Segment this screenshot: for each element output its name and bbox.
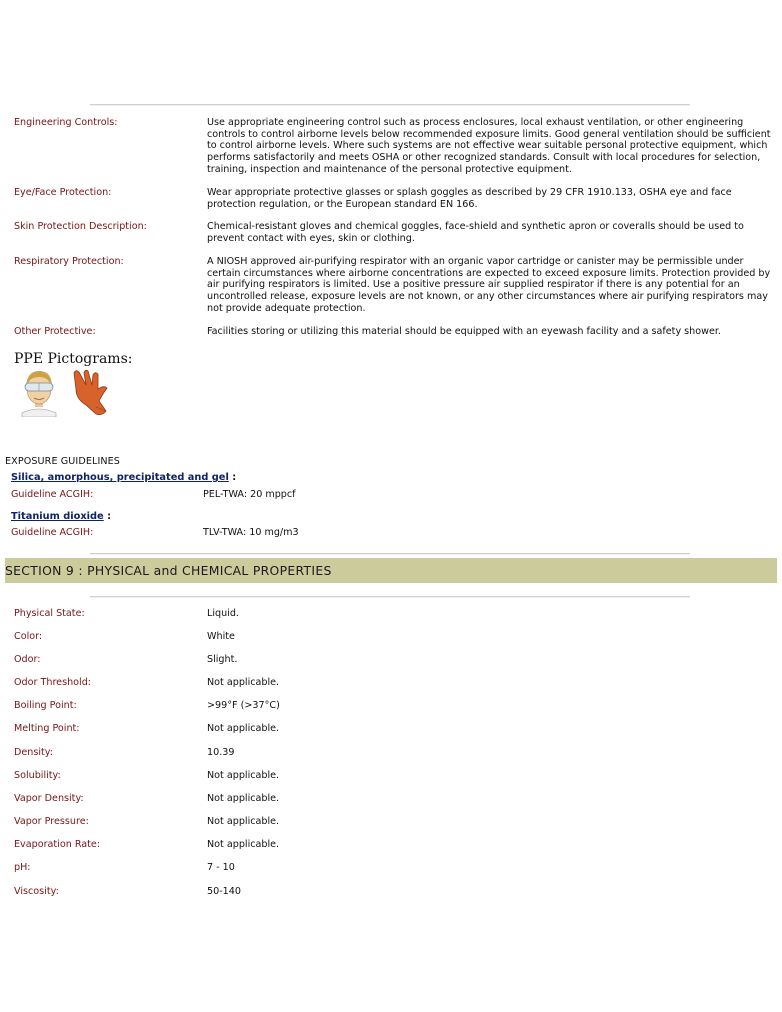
guideline-label: Guideline ACGIH: [11,527,94,538]
control-value: Use appropriate engineering control such as process enclosures, local exhaust ventilation, or other engineering controls to control airborne levels below recommended exposure limits. Good general ventilation should be sufficient to control airborne levels. Where such systems are not effective wear suitable personal protective equipment, which performs satisfactorily and meets OSHA or other recognized standards. Consult with local procedures for selection, training, inspection and maintenance of the personal protective equipment. [207,117,771,175]
substance-colon: : [107,511,112,522]
property-value: Liquid. [207,608,239,619]
exposure-guidelines-heading: EXPOSURE GUIDELINES [5,456,120,467]
property-value: Slight. [207,654,238,665]
property-value: Not applicable. [207,816,280,827]
substance-colon: : [232,472,237,483]
control-label: Skin Protection Description: [14,221,147,232]
property-value: White [207,631,235,642]
property-value: Not applicable. [207,723,280,734]
property-value: 10.39 [207,747,235,758]
property-label: Evaporation Rate: [14,839,101,850]
property-value: Not applicable. [207,839,280,850]
property-value: >99°F (>37°C) [207,700,280,711]
divider-top [90,104,690,106]
substance-heading-silica[interactable] [11,472,236,483]
property-label: Melting Point: [14,723,80,734]
guideline-value: PEL-TWA: 20 mppcf [203,489,296,500]
goggles-face-icon [16,367,62,417]
property-label: Color: [14,631,43,642]
control-label: Engineering Controls: [14,117,118,128]
property-value: Not applicable. [207,793,280,804]
control-label: Respiratory Protection: [14,256,124,267]
property-label: Vapor Density: [14,793,84,804]
property-label: Solubility: [14,770,61,781]
guideline-label: Guideline ACGIH: [11,489,94,500]
property-label: pH: [14,862,31,873]
divider-middle [90,553,690,555]
control-value: Wear appropriate protective glasses or splash goggles as described by 29 CFR 1910.133, OSHA eye and face protection regulation, or the European standard EN 166. [207,187,732,210]
property-value: 7 - 10 [207,862,235,873]
property-label: Vapor Pressure: [14,816,89,827]
property-label: Density: [14,747,54,758]
glove-icon [66,367,112,417]
ppe-pictograms-title: PPE Pictograms: [14,351,133,367]
substance-heading-titanium[interactable] [11,511,111,522]
property-label: Physical State: [14,608,85,619]
property-label: Odor Threshold: [14,677,92,688]
divider-section9 [90,596,690,598]
control-value: A NIOSH approved air-purifying respirator with an organic vapor cartridge or canister may be permissible under certain circumstances where airborne concentrations are expected to exceed exposure limits. Protection provided by air purifying respirators is limited. Use a positive pressure air supplied respirator if there is any potential for an uncontrolled release, exposure levels are not known, or any other circumstances where air purifying respirators may not provide adequate protection. [207,256,771,314]
control-label: Other Protective: [14,326,96,337]
guideline-value: TLV-TWA: 10 mg/m3 [203,527,299,538]
control-label: Eye/Face Protection: [14,187,112,198]
control-value: Chemical-resistant gloves and chemical goggles, face-shield and synthetic apron or coveralls should be used to prevent contact with eyes, skin or clothing. [207,221,744,244]
control-value: Facilities storing or utilizing this material should be equipped with an eyewash facility and a safety shower. [207,326,721,337]
substance-link[interactable]: Titanium dioxide [11,511,104,522]
property-value: 50-140 [207,886,241,897]
property-value: Not applicable. [207,677,280,688]
property-value: Not applicable. [207,770,280,781]
substance-link[interactable]: Silica, amorphous, precipitated and gel [11,472,229,483]
property-label: Boiling Point: [14,700,77,711]
property-label: Viscosity: [14,886,59,897]
section-9-header: SECTION 9 : PHYSICAL and CHEMICAL PROPERTIES [5,558,777,583]
property-label: Odor: [14,654,41,665]
